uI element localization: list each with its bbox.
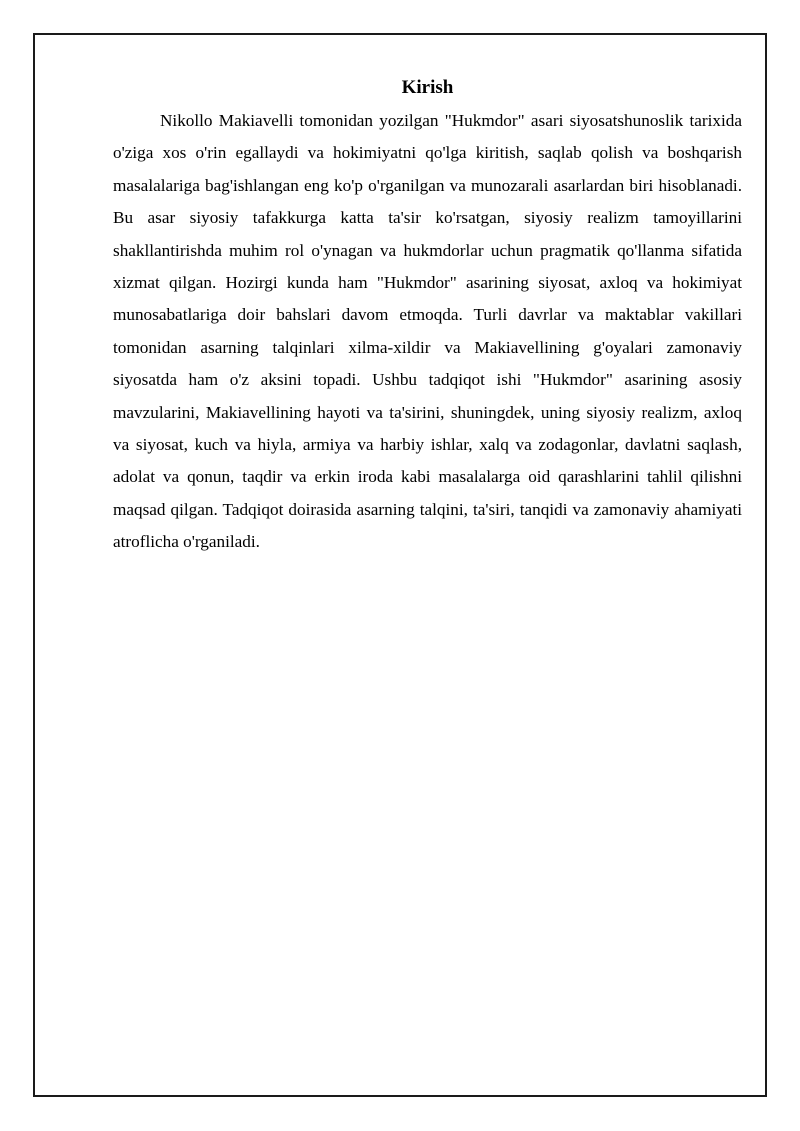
document-body: [113, 76, 742, 559]
section-heading: Kirish: [401, 77, 454, 98]
intro-paragraph: Nikollo Makiavelli tomonidan yozilgan "Hukmdor" asari siyosatshunoslik tarixida o'ziga xos o'rin egallaydi va hokimiyatni qo'lga kiritish, saqlab qolish va boshqarish masalalariga bag'ishlangan eng ko'p o'rganilgan va munozarali asarlardan biri hisoblanadi. Bu asar siyosiy tafakkurga katta ta'sir ko'rsatgan, siyosiy realizm tamoyillarini shakllantirishda muhim rol o'ynagan va hukmdorlar uchun pragmatik qo'llanma sifatida xizmat qilgan. Hozirgi kunda ham "Hukmdor" asarining siyosat, axloq va hokimiyat munosabatlariga doir bahslari davom etmoqda. Turli davrlar va maktablar vakillari tomonidan asarning talqinlari xilma-xildir va Makiavellining g'oyalari zamonaviy siyosatda ham o'z aksini topadi. Ushbu tadqiqot ishi "Hukmdor" asarining asosiy mavzularini, Makiavellining hayoti va ta'sirini, shuningdek, uning siyosiy realizm, axloq va siyosat, kuch va hiyla, armiya va harbiy ishlar, xalq va zodagonlar, davlatni saqlash, adolat va qonun, taqdir va erkin iroda kabi masalalarga oid qarashlarini tahlil qilishni maqsad qilgan. Tadqiqot doirasida asarning talqini, ta'siri, tanqidi va zamonaviy ahamiyati atroflicha o'rganiladi.: [113, 111, 742, 552]
